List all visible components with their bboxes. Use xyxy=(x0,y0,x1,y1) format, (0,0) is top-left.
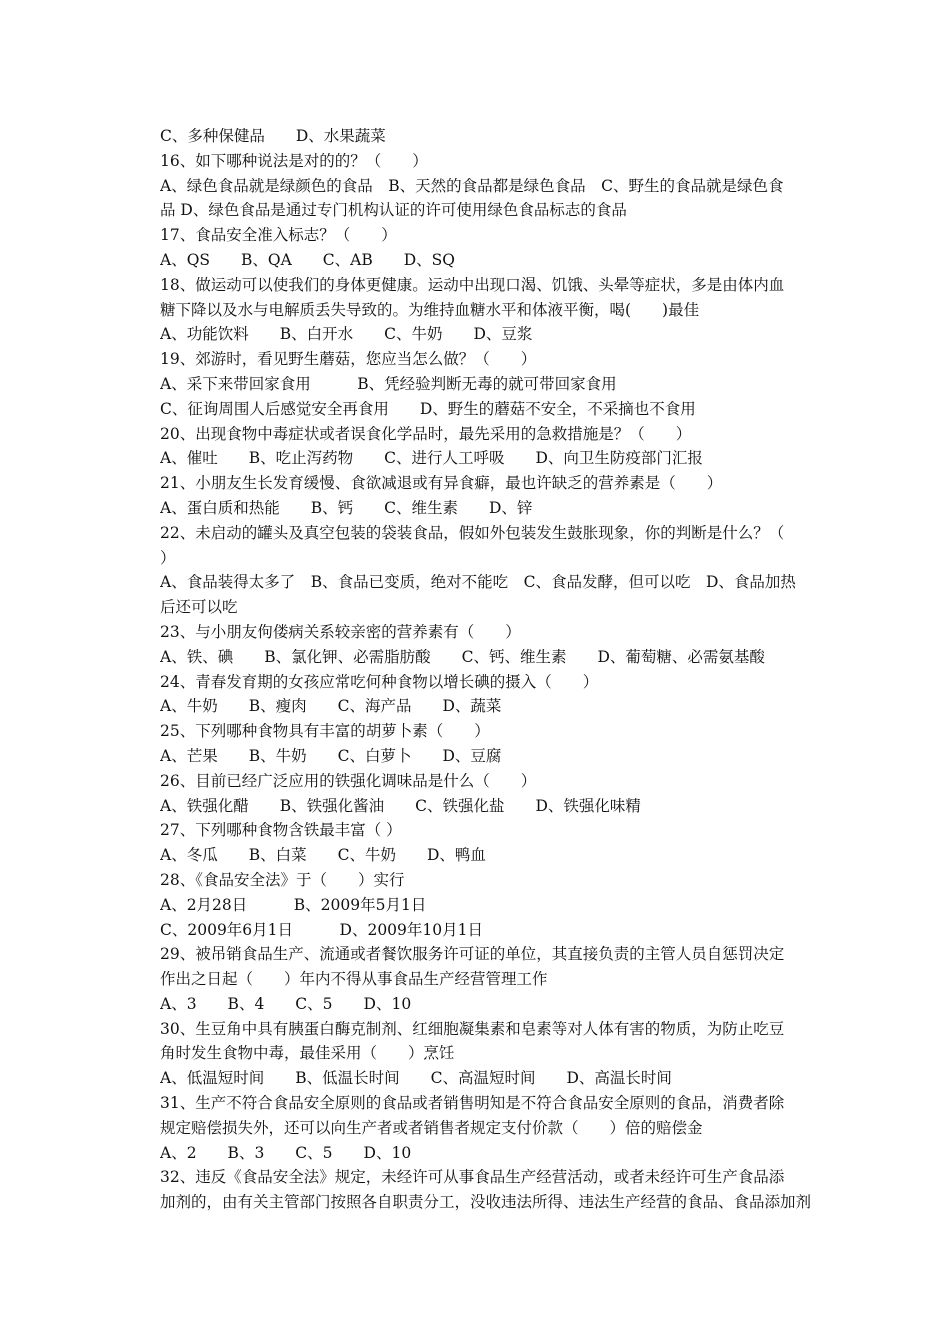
option-line: 后还可以吃 xyxy=(160,598,238,617)
question-32: 32、违反《食品安全法》规定，未经许可从事食品生产经营活动，或者未经许可生产食品添 xyxy=(160,1168,785,1187)
option-line: A、牛奶 B、瘦肉 C、海产品 D、蔬菜 xyxy=(160,697,502,716)
question-23: 23、与小朋友佝偻病关系较亲密的营养素有（ ） xyxy=(160,622,521,641)
question-25: 25、下列哪种食物具有丰富的胡萝卜素（ ） xyxy=(160,722,490,741)
option-line: A、QS B、QA C、AB D、SQ xyxy=(160,250,456,269)
option-line: A、低温短时间 B、低温长时间 C、高温短时间 D、高温长时间 xyxy=(160,1069,672,1088)
option-line: A、2 B、3 C、5 D、10 xyxy=(160,1143,412,1162)
question-18-continued: 糖下降以及水与电解质丢失导致的。为维持血糖水平和体液平衡，喝( )最佳 xyxy=(160,300,700,319)
question-30-continued: 角时发生食物中毒，最佳采用（ ）烹饪 xyxy=(160,1044,455,1063)
option-line: A、冬瓜 B、白菜 C、牛奶 D、鸭血 xyxy=(160,846,486,865)
question-29: 29、被吊销食品生产、流通或者餐饮服务许可证的单位，其直接负责的主管人员自惩罚决定 xyxy=(160,945,785,964)
question-19: 19、郊游时，看见野生蘑菇，您应当怎么做？（ ） xyxy=(160,350,537,369)
question-20: 20、出现食物中毒症状或者误食化学品时，最先采用的急救措施是？（ ） xyxy=(160,424,692,443)
option-line: A、2月28日 B、2009年5月1日 xyxy=(160,895,427,914)
question-32-continued: 加剂的，由有关主管部门按照各自职责分工，没收违法所得、违法生产经营的食品、食品添加剂 xyxy=(160,1193,812,1212)
question-31: 31、生产不符合食品安全原则的食品或者销售明知是不符合食品安全原则的食品，消费者除 xyxy=(160,1094,785,1113)
question-31-continued: 规定赔偿损失外，还可以向生产者或者销售者规定支付价款（ ）倍的赔偿金 xyxy=(160,1118,703,1137)
question-27: 27、下列哪种食物含铁最丰富（ ） xyxy=(160,821,402,840)
option-line: A、食品装得太多了 B、食品已变质，绝对不能吃 C、食品发酵，但可以吃 D、食品加热 xyxy=(160,573,796,592)
option-line: C、多种保健品 D、水果蔬菜 xyxy=(160,127,386,145)
question-28: 28、《食品安全法》于（ ）实行 xyxy=(160,870,405,889)
question-22-continued: ） xyxy=(160,548,176,567)
question-16: 16、如下哪种说法是对的的？（ ） xyxy=(160,151,428,170)
question-22: 22、未启动的罐头及真空包装的袋装食品，假如外包装发生鼓胀现象，你的判断是什么？（ xyxy=(160,523,785,542)
option-line: A、绿色食品就是绿颜色的食品 B、天然的食品都是绿色食品 C、野生的食品就是绿色食 xyxy=(160,176,784,195)
question-30: 30、生豆角中具有胰蛋白酶克制剂、红细胞凝集素和皂素等对人体有害的物质，为防止吃豆 xyxy=(160,1019,785,1038)
option-line: A、采下来带回家食用 B、凭经验判断无毒的就可带回家食用 xyxy=(160,374,617,393)
question-18: 18、做运动可以使我们的身体更健康。运动中出现口渴、饥饿、头晕等症状，多是由体内血 xyxy=(160,275,785,294)
question-24: 24、青春发育期的女孩应常吃何种食物以增长碘的摄入（ ） xyxy=(160,672,599,691)
option-line: A、功能饮料 B、白开水 C、牛奶 D、豆浆 xyxy=(160,325,533,344)
question-26: 26、目前已经广泛应用的铁强化调味品是什么（ ） xyxy=(160,771,537,790)
question-list xyxy=(160,124,830,1215)
option-line: A、蛋白质和热能 B、钙 C、维生素 D、锌 xyxy=(160,498,533,517)
option-line: A、铁强化醋 B、铁强化酱油 C、铁强化盐 D、铁强化味精 xyxy=(160,796,641,815)
question-21: 21、小朋友生长发育缓慢、食欲减退或有异食癖，最也许缺乏的营养素是（ ） xyxy=(160,474,723,493)
option-line: C、2009年6月1日 D、2009年10月1日 xyxy=(160,920,483,939)
option-line: A、铁、碘 B、氯化钾、必需脂肪酸 C、钙、维生素 D、葡萄糖、必需氨基酸 xyxy=(160,647,765,666)
question-17: 17、食品安全准入标志？（ ） xyxy=(160,226,397,245)
option-line: C、征询周围人后感觉安全再食用 D、野生的蘑菇不安全，不采摘也不食用 xyxy=(160,399,696,418)
option-line: A、3 B、4 C、5 D、10 xyxy=(160,994,412,1013)
option-line: A、催吐 B、吃止泻药物 C、进行人工呼吸 D、向卫生防疫部门汇报 xyxy=(160,449,703,468)
option-line: 品 D、绿色食品是通过专门机构认证的许可使用绿色食品标志的食品 xyxy=(160,201,627,220)
question-29-continued: 作出之日起（ ）年内不得从事食品生产经营管理工作 xyxy=(160,970,548,989)
option-line: A、芒果 B、牛奶 C、白萝卜 D、豆腐 xyxy=(160,746,502,765)
